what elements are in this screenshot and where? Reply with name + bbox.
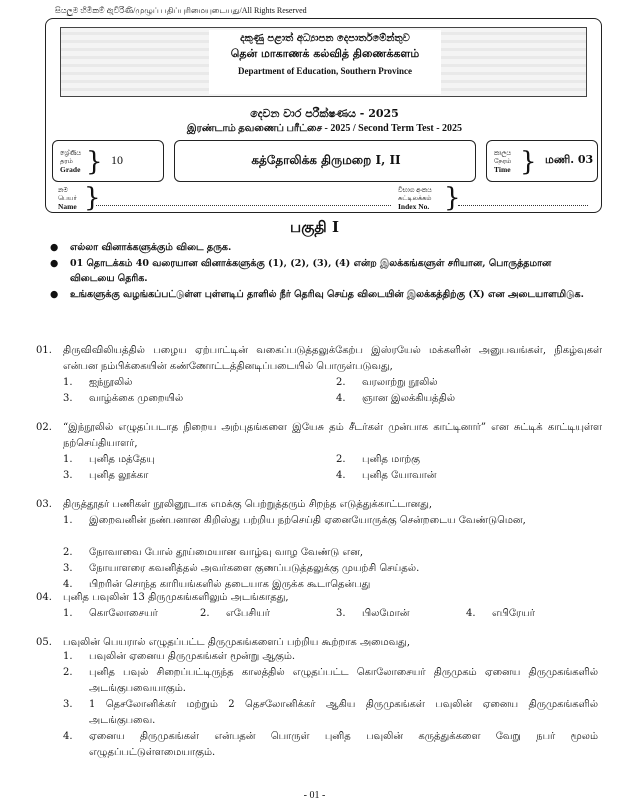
section-title: பகுதி I	[290, 218, 339, 236]
option-2: 2. வரலாற்று நூலில்	[336, 377, 438, 388]
name-field[interactable]	[96, 205, 391, 206]
question-stem: “இந்நூலில் எழுதப்படாத நிறைய அற்புதங்களை இயேசு தம் சீடர்கள் முன்பாக காட்டினார்” என சுட்டிக் காட்டியுள்ள நற்செய்தியாளர்,	[63, 422, 602, 449]
option-1: 1. கொலோசையர்	[63, 608, 158, 619]
page-number: - 01 -	[303, 790, 326, 801]
time-value: மணி. 03	[545, 153, 594, 166]
time-box	[486, 140, 598, 182]
subject-box	[174, 140, 476, 182]
index-label: විභාග අංකය சுட்டிலக்கம் Index No.	[398, 187, 432, 211]
name-label: නම பெயர் Name	[58, 187, 77, 211]
question-number: 01.	[36, 345, 52, 356]
option-4: 4. ஏனைய திருமுகங்கள் என்பதன் பொருள் புனித பவுலின் கருத்துக்களை வேறு நபர் மூலம் எழுதப்பட்டுள்ளமையாகும்.	[63, 731, 598, 758]
brace-icon: }	[84, 183, 101, 213]
instruction-item: ● உங்களுக்கு வழங்கப்பட்டுள்ள புள்ளடிப் தாளில் நீர் தெரிவு செய்த விடையின் இலக்கத்திற்கு (X) என அடையாளமிடுக.	[50, 289, 584, 300]
grade-box	[52, 140, 164, 182]
option-1: 1. இறைவனின் நண்பனான கிறிஸ்து பற்றிய நற்செய்தி ஏனையோருக்கு சென்றடைய வேண்டுமென,	[63, 515, 526, 526]
department-banner	[60, 27, 587, 97]
option-2: 2. புனித மாற்கு	[336, 454, 421, 465]
option-3: 3. பிலமோன்	[336, 608, 410, 619]
subject-title: கத்தோலிக்க திருமறை I, II	[251, 153, 401, 167]
option-2: 2. எபேசியர்	[200, 608, 270, 619]
instruction-item: ● எல்லா வினாக்களுக்கும் விடை தருக.	[50, 242, 232, 253]
brace-icon: }	[444, 183, 461, 213]
bullet-icon: ●	[50, 289, 59, 300]
question-stem: திருத்தூதர் பணிகள் நூலினூடாக எமக்கு பெற்றுத்தரும் சிறந்த எடுத்துக்காட்டானது,	[63, 499, 433, 510]
time-label: කාලය நேரம் Time	[494, 150, 512, 174]
grade-label: ශ්‍රේණිය தரம் Grade	[60, 150, 82, 174]
question-stem: புனித பவுலின் 13 திருமுகங்களிலும் அடங்காதது,	[63, 592, 289, 603]
instruction-item: ● 01 தொடக்கம் 40 வரையான வினாக்களுக்கு (1), (2), (3), (4) என்ற இலக்கங்களுள் சரியான, பொருத்தமான விடையை தெரிக.	[50, 258, 552, 284]
exam-title-sinhala: දෙවන වාර පරීක්ෂණය - 2025	[250, 107, 399, 120]
option-4: 4. புனித யோவான்	[336, 470, 437, 481]
question-2	[36, 420, 602, 452]
question-number: 05.	[36, 637, 52, 648]
question-stem: பவுலின் பெயரால் எழுதப்பட்ட திருமுகங்களைப் பற்றிய கூற்றாக அமைவது,	[63, 637, 411, 648]
option-3: 3. 1 தெசலோனிக்கர் மற்றும் 2 தெசலோனிக்கர் ஆகிய திருமுகங்கள் பவுலின் ஏனைய திருமுகங்களில் அடங்குபவை.	[63, 699, 598, 726]
option-1: 1. புனித மத்தேயு	[63, 454, 155, 465]
brace-icon: }	[520, 147, 537, 177]
grade-value: 10	[111, 153, 123, 167]
bullet-icon: ●	[50, 242, 59, 253]
department-name-sinhala: දකුණු පළාත් අධ්‍යාපන දෙපාර්තමේන්තුව	[240, 33, 410, 44]
brace-icon: }	[86, 147, 103, 177]
index-number-field[interactable]	[458, 205, 588, 206]
option-4: 4. ஞான இலக்கியத்தில்	[336, 393, 456, 404]
option-3: 3. புனித லூக்கா	[63, 470, 149, 481]
option-1: 1. ஐந்நூலில்	[63, 377, 133, 388]
question-number: 02.	[36, 422, 52, 433]
option-4: 4. பிறரின் சொந்த காரியங்களில் தடையாக இருக்க கூடாதென்பது	[63, 579, 371, 590]
department-name-english: Department of Education, Southern Province	[237, 66, 413, 76]
option-4: 4. எபிரேயர்	[466, 608, 535, 619]
department-name-tamil: தென் மாகாணக் கல்வித் திணைக்களம்	[230, 47, 420, 60]
question-3	[36, 497, 602, 513]
option-1: 1. பவுலின் ஏனைய திருமுகங்கள் மூன்று ஆகும்.	[63, 651, 296, 662]
question-4	[36, 590, 602, 606]
option-2: 2. நோவாவை போல் தூய்மையான வாழ்வு வாழ வேண்டு என,	[63, 547, 364, 558]
banner-title-block	[209, 30, 441, 94]
option-2: 2. புனித பவுல் சிறைப்பட்டிருந்த காலத்தில் எழுதப்பட்ட கொலோசையர் திருமுகம் ஏனைய திருமுகங்களில் அடங்குபவையாகும்.	[63, 667, 598, 694]
copyright-notice: සියලුම හිමිකම් ඇවිරිණි/முழுப் பதிப்புரிமையுடையது/All Rights Reserved	[55, 6, 307, 15]
option-3: 3. நோயாளரை கவனித்தல் அவர்களை குணப்படுத்தலுக்கு முயற்சி செய்தல்.	[63, 563, 420, 574]
exam-header	[45, 18, 602, 213]
bullet-icon: ●	[50, 258, 59, 269]
question-number: 03.	[36, 499, 52, 510]
option-3: 3. வாழ்க்கை முறையில்	[63, 393, 184, 404]
question-number: 04.	[36, 592, 52, 603]
exam-title-tamil-english: இரண்டாம் தவணைப் பரீட்சை - 2025 / Second Term Test - 2025	[186, 123, 463, 134]
question-1	[36, 343, 602, 375]
question-stem: திருவிவிலியத்தில் பழைய ஏற்பாட்டின் வகைப்படுத்தலுக்கேற்ப இஸ்ரயேல் மக்களின் அனுபவங்கள், நிகழ்வுகள் என்பன நம்பிக்கையின் கண்ணோட்டத்தினடிப்படையில் பொருள்படுவது,	[63, 345, 602, 372]
